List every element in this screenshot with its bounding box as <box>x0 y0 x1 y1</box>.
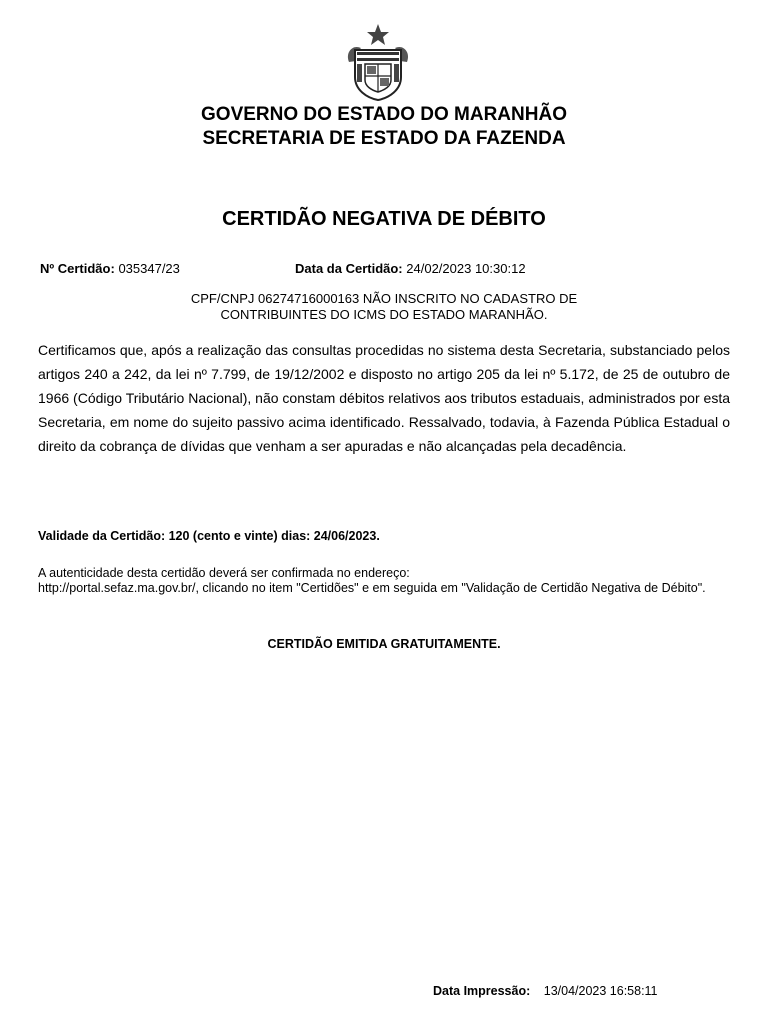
certification-paragraph: Certificamos que, após a realização das consultas procedidas no sistema desta Secretaria, substanciado pelos artigos 240 a 242, da lei nº 7.799, de 19/12/2002 e disposto no artigo 205 da lei nº 5.172, de 25 de outubro de 1966 (Código Tributário Nacional), não constam débitos relativos aos tributos estaduais, administrados por esta Secretaria, em nome do sujeito passivo acima identificado. Ressalvado, todavia, à Fazenda Pública Estadual o direito da cobrança de dívidas que venham a ser apuradas e não alcançadas pela decadência. <box>38 342 730 454</box>
free-issue-notice: CERTIDÃO EMITIDA GRATUITAMENTE. <box>267 637 501 651</box>
certificate-number <box>40 261 180 276</box>
header-secretariat: SECRETARIA DE ESTADO DA FAZENDA <box>202 128 566 149</box>
validity-text: Validade da Certidão: 120 (cento e vinte) dias: 24/06/2023. <box>38 529 380 543</box>
cpf-line-1: CPF/CNPJ 06274716000163 NÃO INSCRITO NO CADASTRO DE <box>190 291 578 306</box>
header-government: GOVERNO DO ESTADO DO MARANHÃO <box>201 104 567 125</box>
certificate-date-value: 24/02/2023 10:30:12 <box>406 261 526 276</box>
print-date <box>433 984 658 998</box>
document-title: CERTIDÃO NEGATIVA DE DÉBITO <box>222 208 546 230</box>
authenticity-note <box>38 566 738 596</box>
authenticity-line-2: http://portal.sefaz.ma.gov.br/, clicando no item "Certidões" e em seguida em "Validação de Certidão Negativa de Débito". <box>38 581 706 595</box>
certificate-number-label: Nº Certidão: <box>40 261 115 276</box>
coat-of-arms-icon <box>343 22 413 102</box>
authenticity-line-1: A autenticidade desta certidão deverá ser confirmada no endereço: <box>38 566 410 580</box>
cpf-line-2: CONTRIBUINTES DO ICMS DO ESTADO MARANHÃO. <box>220 307 548 322</box>
print-date-label: Data Impressão: <box>433 984 531 998</box>
print-date-value: 13/04/2023 16:58:11 <box>543 984 658 998</box>
certificate-date <box>295 261 526 276</box>
certificate-number-value: 035347/23 <box>118 261 180 276</box>
cpf-statement <box>0 291 768 323</box>
certificate-date-label: Data da Certidão: <box>295 261 403 276</box>
